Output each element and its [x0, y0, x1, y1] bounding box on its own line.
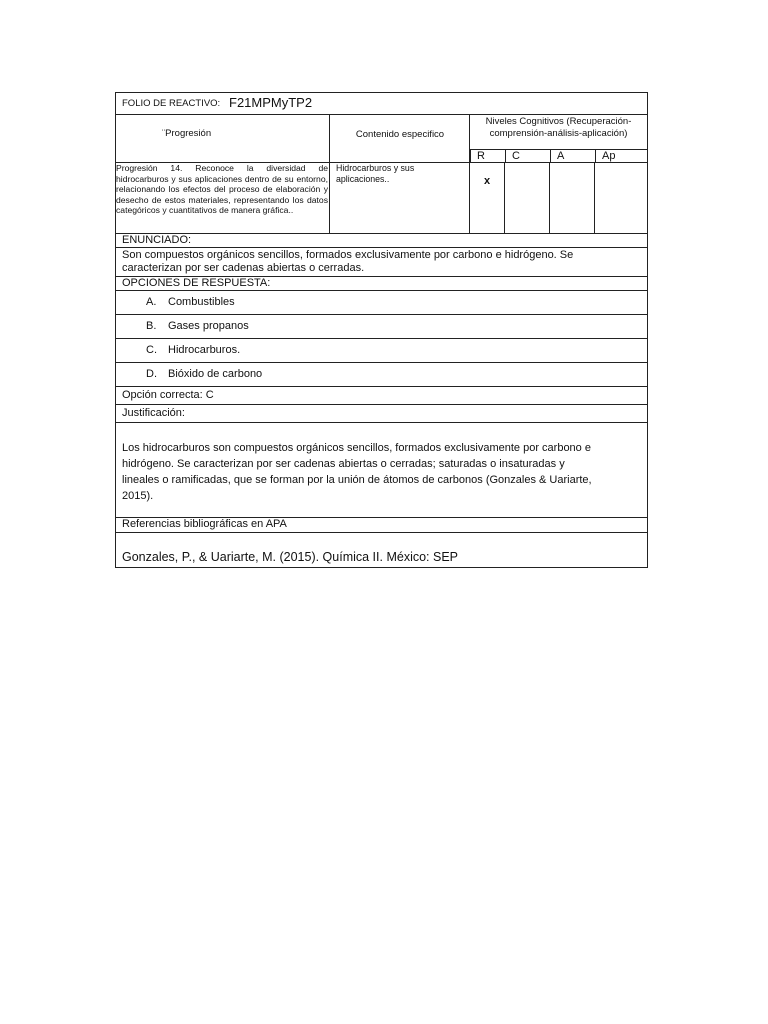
- column-header-row: [116, 115, 647, 163]
- option-d: [146, 368, 262, 380]
- option-d-text: Bióxido de carbono: [168, 368, 263, 380]
- progresion-header-label: ¨Progresión: [162, 128, 212, 139]
- contenido-line-2: aplicaciones..: [336, 174, 390, 184]
- contenido-line-1: Hidrocarburos y sus: [336, 163, 415, 173]
- option-b-text: Gases propanos: [168, 320, 249, 332]
- level-r-cell: [470, 163, 505, 234]
- correcta-row: [116, 387, 647, 405]
- progresion-cell: [116, 163, 330, 234]
- option-c-key: C.: [146, 344, 157, 356]
- folio-row: [116, 93, 647, 115]
- level-r-label: R: [470, 149, 505, 163]
- niveles-header: [470, 115, 647, 163]
- contenido-cell: [330, 163, 470, 234]
- niveles-line-1: Niveles Cognitivos (Recuperación-: [485, 116, 632, 127]
- opciones-header-row: [116, 277, 647, 291]
- justificacion-line-2: hidrógeno. Se caracterizan por ser cadenas abiertas o cerradas; saturadas o insaturadas y: [122, 458, 565, 470]
- option-c-text: Hidrocarburos.: [168, 344, 241, 356]
- contenido-text: [336, 163, 414, 185]
- option-b-key: B.: [146, 320, 157, 332]
- contenido-header-label: Contenido especifico: [355, 129, 445, 140]
- folio-value: F21MPMyTP2: [229, 95, 313, 110]
- progresion-text: Progresión 14. Reconoce la diversidad de hidrocarburos y sus aplicaciones dentro de su entorno, relacionando los efectos del proceso de elaboración y desecho de estos materiales, representando los datos categóricos y cuantitativos de manera gráfica..: [116, 163, 328, 216]
- option-c-row: [116, 339, 647, 363]
- enunciado-label: ENUNCIADO:: [122, 234, 192, 246]
- referencia-row: [116, 533, 647, 567]
- level-a-label: A: [550, 149, 595, 163]
- contenido-header: [330, 115, 470, 163]
- niveles-line-2: comprensión-análisis-aplicación): [489, 128, 628, 139]
- progresion-header: [116, 115, 330, 163]
- level-c-cell: [505, 163, 550, 234]
- enunciado-line-2: caracterizan por ser cadenas abiertas o cerradas.: [122, 262, 365, 274]
- option-a: [146, 296, 235, 308]
- option-d-row: [116, 363, 647, 387]
- level-c-label: C: [505, 149, 550, 163]
- option-b-row: [116, 315, 647, 339]
- justificacion-text: [122, 440, 622, 504]
- level-r-mark: x: [484, 175, 491, 187]
- correct-option: Opción correcta: C: [122, 389, 214, 401]
- justificacion-line-3: lineales o ramificadas, que se forman por la unión de átomos de carbonos (Gonzales & Uariarte,: [122, 474, 592, 486]
- reactivo-table: [115, 92, 648, 568]
- option-c: [146, 344, 240, 356]
- enunciado-line-1: Son compuestos orgánicos sencillos, formados exclusivamente por carbono e hidrógeno. Se: [122, 249, 574, 261]
- justificacion-line-1: Los hidrocarburos son compuestos orgánicos sencillos, formados exclusivamente por carbono e: [122, 442, 591, 454]
- level-a-cell: [550, 163, 595, 234]
- option-a-row: [116, 291, 647, 315]
- level-labels: [470, 149, 647, 163]
- justificacion-label: Justificación:: [122, 407, 185, 419]
- option-b: [146, 320, 249, 332]
- option-a-text: Combustibles: [168, 296, 235, 308]
- justificacion-header-row: [116, 405, 647, 423]
- referencias-label: Referencias bibliográficas en APA: [122, 518, 287, 530]
- niveles-header-label: [472, 116, 645, 140]
- referencias-header-row: [116, 518, 647, 533]
- justificacion-line-4: 2015).: [122, 490, 154, 502]
- option-a-key: A.: [146, 296, 157, 308]
- justificacion-row: [116, 423, 647, 518]
- enunciado-text: [122, 249, 622, 275]
- enunciado-header-row: [116, 234, 647, 248]
- option-d-key: D.: [146, 368, 157, 380]
- folio-label: FOLIO DE REACTIVO:: [122, 98, 221, 109]
- progresion-row: [116, 163, 647, 234]
- level-ap-label: Ap: [595, 149, 647, 163]
- referencia-entry: Gonzales, P., & Uariarte, M. (2015). Química II. México: SEP: [122, 550, 459, 564]
- enunciado-row: [116, 248, 647, 277]
- opciones-label: OPCIONES DE RESPUESTA:: [122, 277, 271, 289]
